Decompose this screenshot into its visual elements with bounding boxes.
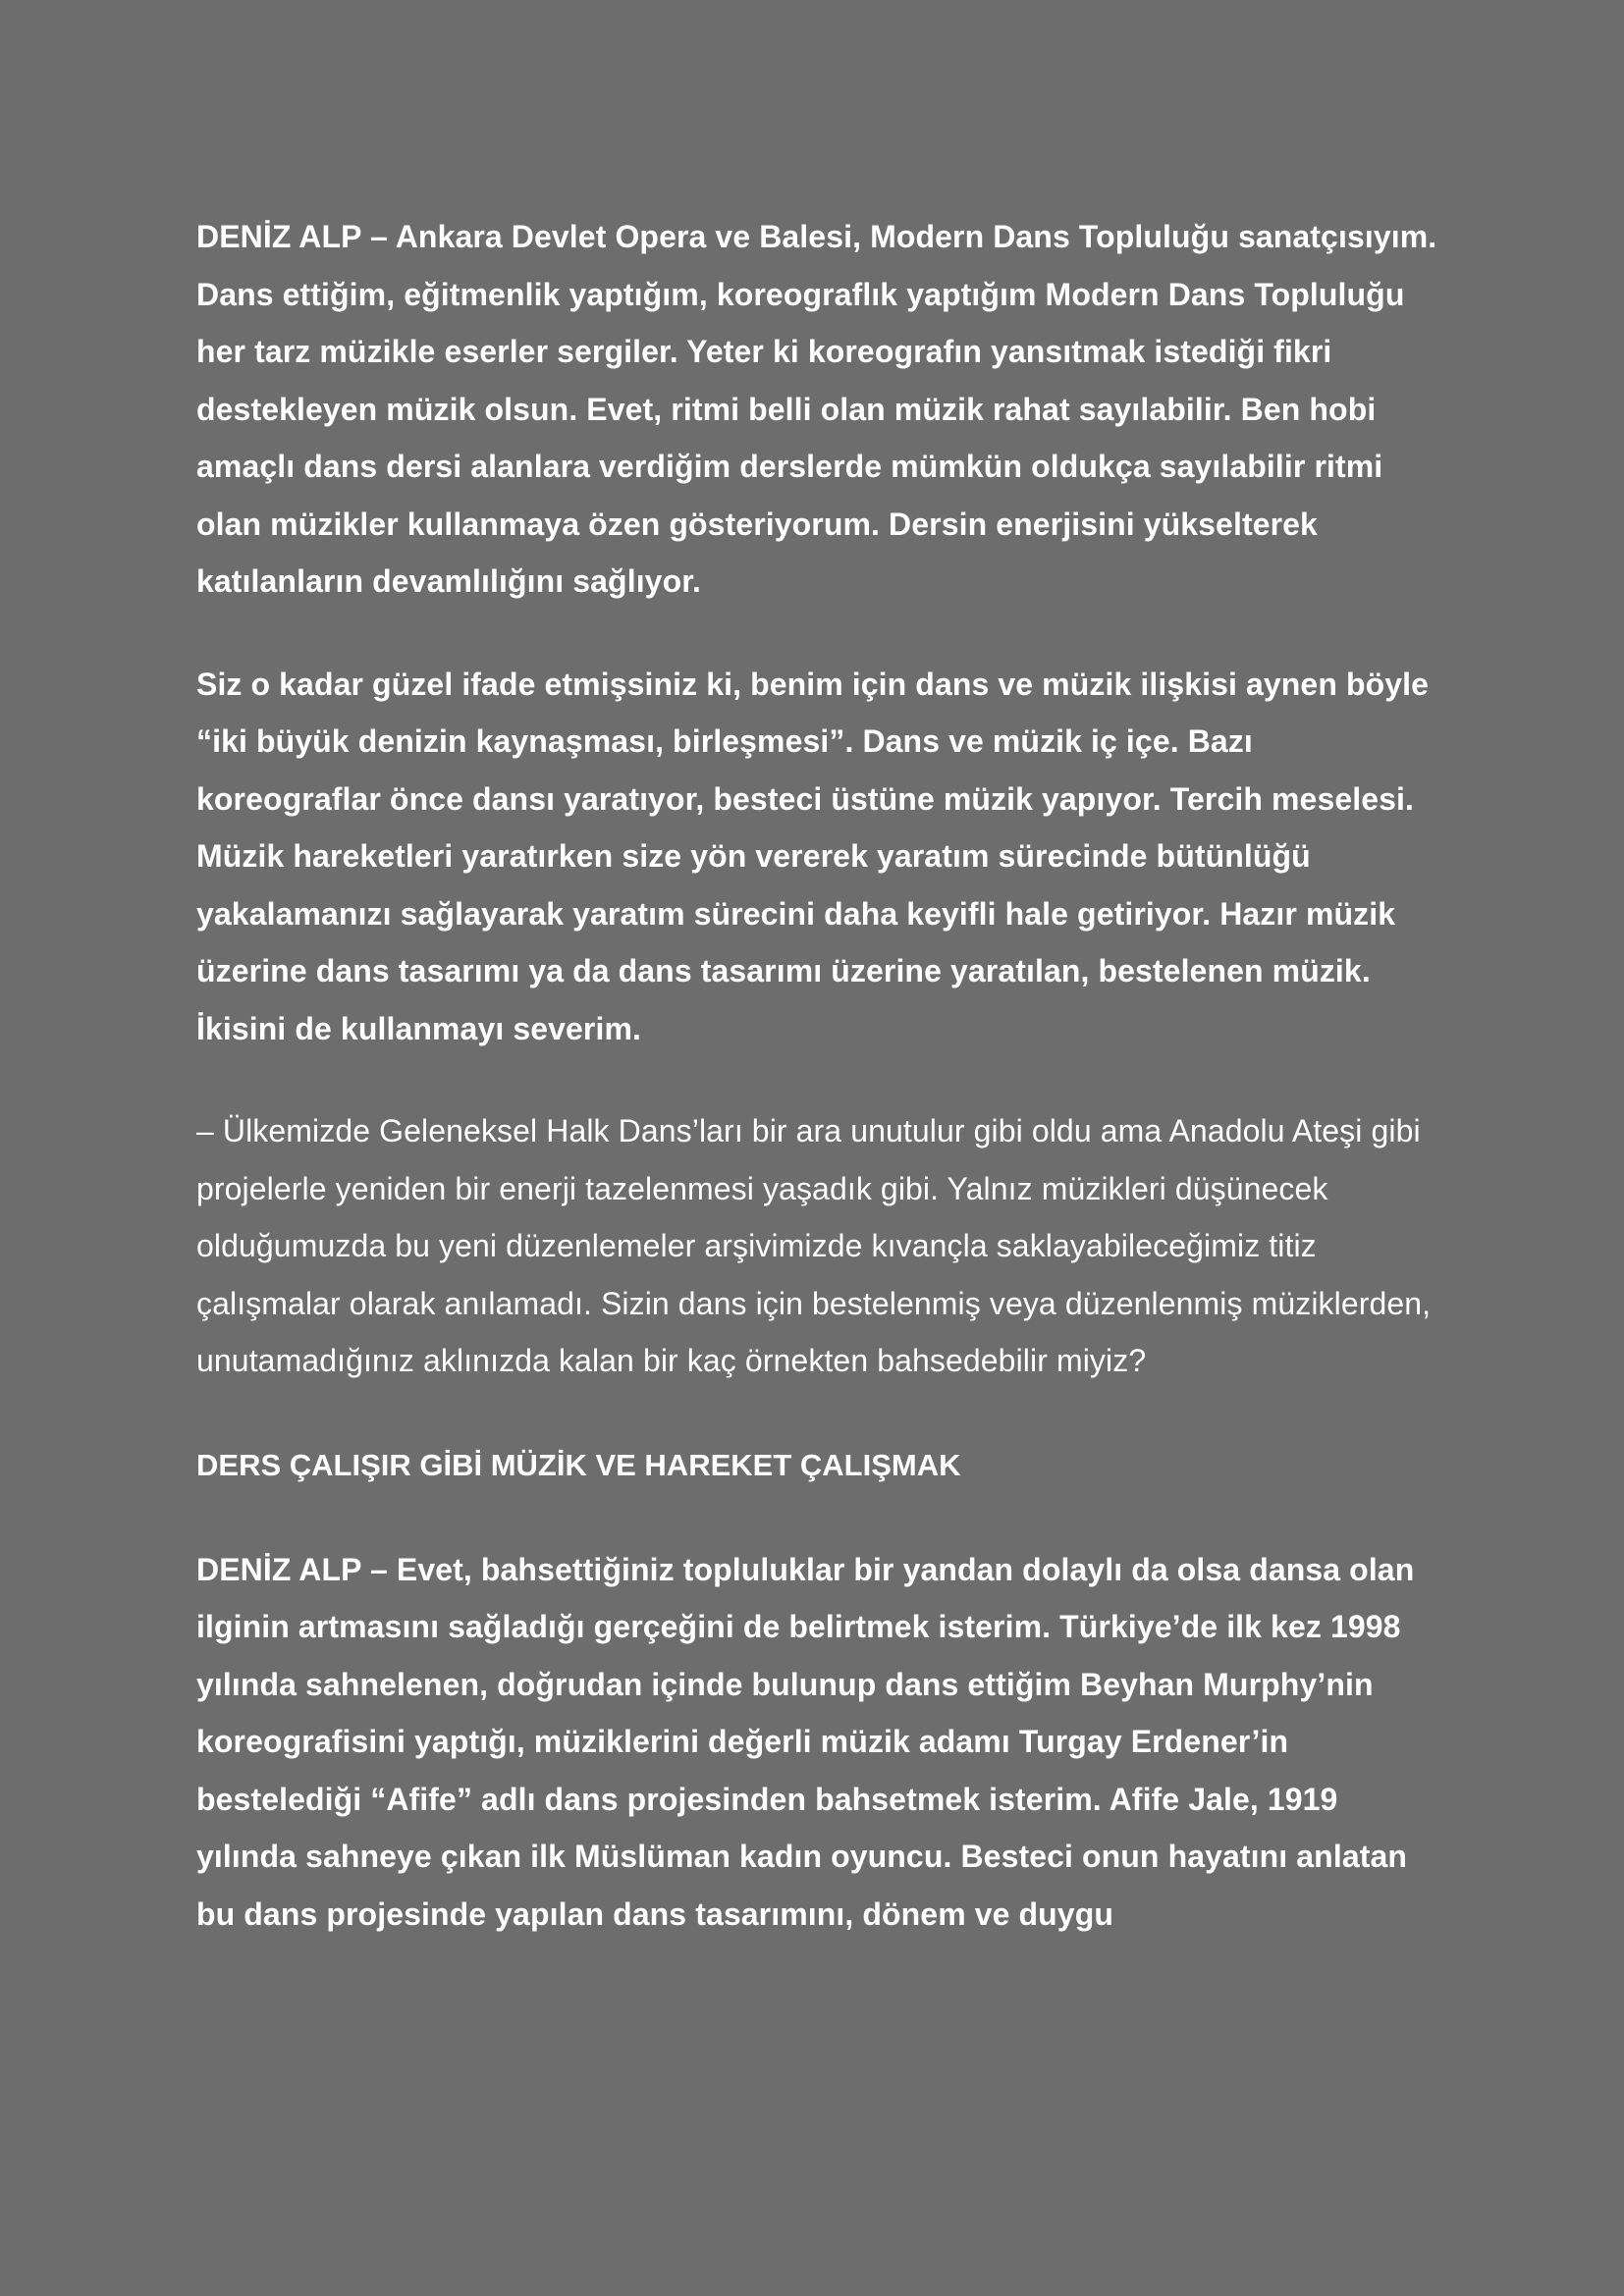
section-heading: DERS ÇALIŞIR GİBİ MÜZİK VE HAREKET ÇALIŞMAK bbox=[196, 1447, 961, 1482]
answer-paragraph-3: DENİZ ALP – Evet, bahsettiğiniz topluluklar bir yandan dolaylı da olsa dansa olan ilginin artmasını sağladığı gerçeğini de belirtmek isterim. Türkiye’de ilk kez 1998 yılında sahnelenen, doğrudan içinde bulunup dans ettiğim Beyhan Murphy’nin koreografisini yaptığı, müziklerini değerli müzik adamı Turgay Erdener’in bestelediği “Afife” adlı dans projesinden bahsetmek isterim. Afife Jale, 1919 yılında sahneye çıkan ilk Müslüman kadın oyuncu. Besteci onun hayatını anlatan bu dans projesinde yapılan dans tasarımını, dönem ve duygu bbox=[196, 1551, 1415, 1932]
article-body bbox=[196, 208, 1443, 1943]
answer-paragraph-1: DENİZ ALP – Ankara Devlet Opera ve Balesi, Modern Dans Topluluğu sanatçısıyım. Dans ettiğim, eğitmenlik yaptığım, koreograflık yaptığım Modern Dans Topluluğu her tarz müzikle eserler sergiler. Yeter ki koreografın yansıtmak istediği fikri destekleyen müzik olsun. Evet, ritmi belli olan müzik rahat sayılabilir. Ben hobi amaçlı dans dersi alanlara verdiğim derslerde mümkün oldukça sayılabilir ritmi olan müzikler kullanmaya özen gösteriyorum. Dersin enerjisini yükselterek katılanların devamlılığını sağlıyor. bbox=[196, 219, 1437, 599]
answer-paragraph-2: Siz o kadar güzel ifade etmişsiniz ki, benim için dans ve müzik ilişkisi aynen böyle “iki büyük denizin kaynaşması, birleşmesi”. Dans ve müzik iç içe. Bazı koreograflar önce dansı yaratıyor, besteci üstüne müzik yapıyor. Tercih meselesi. Müzik hareketleri yaratırken size yön vererek yaratım sürecinde bütünlüğü yakalamanızı sağlayarak yaratım sürecini daha keyifli hale getiriyor. Hazır müzik üzerine dans tasarımı ya da dans tasarımı üzerine yaratılan, bestelenen müzik. İkisini de kullanmayı severim. bbox=[196, 666, 1430, 1046]
interview-question: – Ülkemizde Geleneksel Halk Dans’ları bir ara unutulur gibi oldu ama Anadolu Ateşi gibi projelerle yeniden bir enerji tazelenmesi yaşadık gibi. Yalnız müzikleri düşünecek olduğumuzda bu yeni düzenlemeler arşivimizde kıvançla saklayabileceğimiz titiz çalışmalar olarak anılamadı. Sizin dans için bestelenmiş veya düzenlenmiş müziklerden, unutamadığınız aklınızda kalan bir kaç örnekten bahsedebilir miyiz? bbox=[196, 1113, 1432, 1378]
